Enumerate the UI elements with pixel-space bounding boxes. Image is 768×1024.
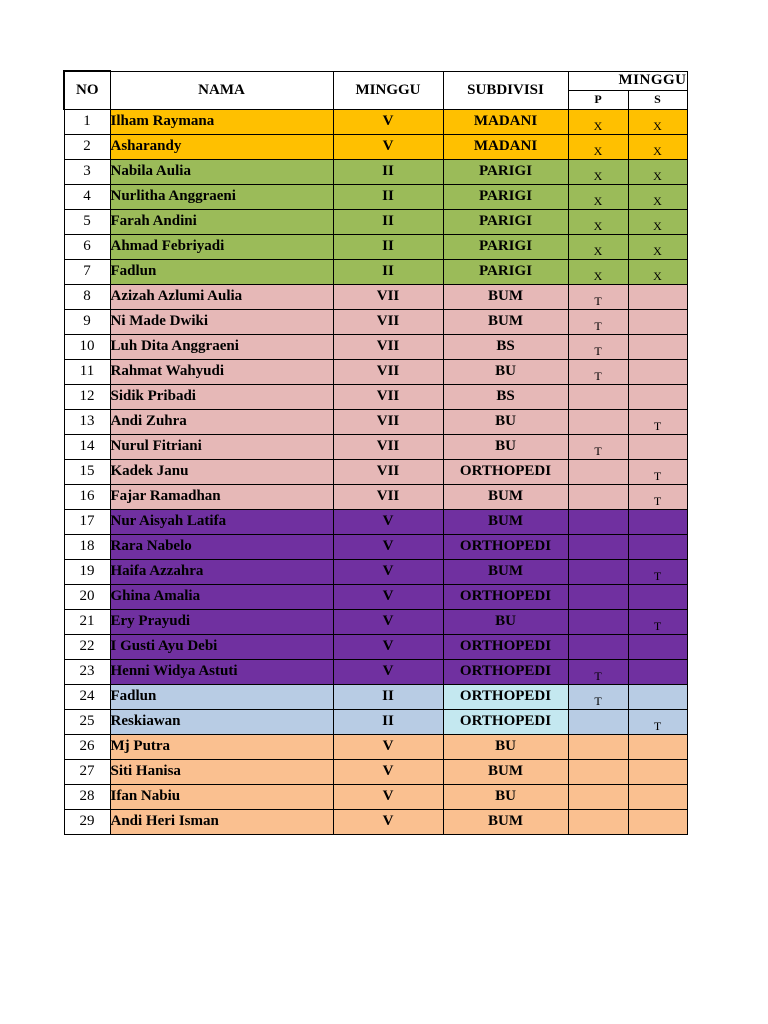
row-nama: Ery Prayudi: [110, 609, 333, 634]
row-s: [628, 434, 687, 459]
row-no: 23: [64, 659, 110, 684]
row-no: 26: [64, 734, 110, 759]
row-subdivisi: ORTHOPEDI: [443, 584, 568, 609]
row-minggu: V: [333, 109, 443, 134]
row-no: 18: [64, 534, 110, 559]
row-nama: Asharandy: [110, 134, 333, 159]
row-p: [568, 709, 628, 734]
row-minggu: V: [333, 134, 443, 159]
row-s: X: [628, 184, 687, 209]
row-nama: Luh Dita Anggraeni: [110, 334, 333, 359]
table-row: [64, 684, 687, 709]
row-p: X: [568, 234, 628, 259]
table-row: [64, 559, 687, 584]
row-no: 21: [64, 609, 110, 634]
row-p: [568, 409, 628, 434]
row-minggu: V: [333, 759, 443, 784]
row-s: [628, 809, 687, 834]
row-s: X: [628, 259, 687, 284]
row-p: [568, 784, 628, 809]
row-s: T: [628, 559, 687, 584]
row-subdivisi: BU: [443, 734, 568, 759]
table-row: [64, 359, 687, 384]
row-no: 14: [64, 434, 110, 459]
row-minggu: V: [333, 609, 443, 634]
row-s: [628, 759, 687, 784]
row-nama: Ahmad Febriyadi: [110, 234, 333, 259]
row-p: [568, 734, 628, 759]
row-s: [628, 734, 687, 759]
row-subdivisi: MADANI: [443, 109, 568, 134]
row-nama: Haifa Azzahra: [110, 559, 333, 584]
row-subdivisi: PARIGI: [443, 159, 568, 184]
row-no: 1: [64, 109, 110, 134]
table-row: [64, 759, 687, 784]
row-s: [628, 634, 687, 659]
table-row: [64, 409, 687, 434]
row-minggu: VII: [333, 384, 443, 409]
row-minggu: II: [333, 709, 443, 734]
row-subdivisi: ORTHOPEDI: [443, 659, 568, 684]
row-no: 19: [64, 559, 110, 584]
row-p: T: [568, 434, 628, 459]
table-row: [64, 234, 687, 259]
row-p: [568, 559, 628, 584]
header-minggu: MINGGU: [333, 71, 443, 109]
row-no: 3: [64, 159, 110, 184]
row-nama: Nabila Aulia: [110, 159, 333, 184]
table-row: [64, 209, 687, 234]
row-subdivisi: ORTHOPEDI: [443, 459, 568, 484]
row-nama: Ni Made Dwiki: [110, 309, 333, 334]
row-s: X: [628, 159, 687, 184]
header-s: S: [628, 90, 687, 109]
schedule-table: [63, 70, 688, 835]
row-no: 9: [64, 309, 110, 334]
row-nama: Fadlun: [110, 684, 333, 709]
row-s: [628, 784, 687, 809]
row-nama: Rara Nabelo: [110, 534, 333, 559]
header-no: NO: [64, 71, 110, 109]
row-p: X: [568, 159, 628, 184]
row-nama: Siti Hanisa: [110, 759, 333, 784]
row-minggu: II: [333, 684, 443, 709]
row-s: X: [628, 109, 687, 134]
row-p: [568, 584, 628, 609]
row-subdivisi: BUM: [443, 484, 568, 509]
row-minggu: VII: [333, 359, 443, 384]
row-no: 25: [64, 709, 110, 734]
row-no: 17: [64, 509, 110, 534]
row-p: X: [568, 134, 628, 159]
header-nama: NAMA: [110, 71, 333, 109]
row-nama: Fadlun: [110, 259, 333, 284]
table-row: [64, 509, 687, 534]
table-row: [64, 784, 687, 809]
table-row: [64, 309, 687, 334]
row-p: T: [568, 284, 628, 309]
table-row: [64, 134, 687, 159]
row-nama: Azizah Azlumi Aulia: [110, 284, 333, 309]
row-no: 20: [64, 584, 110, 609]
row-p: X: [568, 209, 628, 234]
row-subdivisi: BUM: [443, 509, 568, 534]
row-minggu: V: [333, 809, 443, 834]
table-row: [64, 109, 687, 134]
row-p: [568, 484, 628, 509]
row-subdivisi: BU: [443, 409, 568, 434]
row-minggu: V: [333, 734, 443, 759]
row-subdivisi: BUM: [443, 284, 568, 309]
row-s: [628, 684, 687, 709]
table-row: [64, 434, 687, 459]
row-no: 29: [64, 809, 110, 834]
row-minggu: V: [333, 634, 443, 659]
row-no: 15: [64, 459, 110, 484]
row-minggu: VII: [333, 459, 443, 484]
row-subdivisi: BU: [443, 434, 568, 459]
row-no: 22: [64, 634, 110, 659]
table-row: [64, 609, 687, 634]
row-no: 10: [64, 334, 110, 359]
row-nama: Fajar Ramadhan: [110, 484, 333, 509]
row-no: 12: [64, 384, 110, 409]
row-minggu: VII: [333, 434, 443, 459]
row-p: X: [568, 109, 628, 134]
row-nama: Andi Heri Isman: [110, 809, 333, 834]
row-s: X: [628, 209, 687, 234]
row-minggu: V: [333, 784, 443, 809]
row-subdivisi: ORTHOPEDI: [443, 534, 568, 559]
row-s: [628, 359, 687, 384]
row-subdivisi: PARIGI: [443, 234, 568, 259]
row-subdivisi: ORTHOPEDI: [443, 634, 568, 659]
row-no: 5: [64, 209, 110, 234]
row-minggu: VII: [333, 309, 443, 334]
row-p: [568, 384, 628, 409]
row-no: 16: [64, 484, 110, 509]
row-subdivisi: BU: [443, 609, 568, 634]
table-row: [64, 334, 687, 359]
row-subdivisi: PARIGI: [443, 184, 568, 209]
header-p: P: [568, 90, 628, 109]
row-p: [568, 509, 628, 534]
row-subdivisi: BU: [443, 784, 568, 809]
row-nama: Nurlitha Anggraeni: [110, 184, 333, 209]
row-subdivisi: ORTHOPEDI: [443, 684, 568, 709]
row-subdivisi: BUM: [443, 309, 568, 334]
row-minggu: II: [333, 184, 443, 209]
row-nama: Andi Zuhra: [110, 409, 333, 434]
row-p: T: [568, 659, 628, 684]
row-subdivisi: BUM: [443, 809, 568, 834]
row-no: 6: [64, 234, 110, 259]
row-no: 11: [64, 359, 110, 384]
row-p: [568, 759, 628, 784]
row-s: X: [628, 234, 687, 259]
table-row: [64, 184, 687, 209]
table-row: [64, 534, 687, 559]
row-s: [628, 584, 687, 609]
row-subdivisi: BUM: [443, 759, 568, 784]
table-row: [64, 284, 687, 309]
row-minggu: VII: [333, 409, 443, 434]
row-subdivisi: PARIGI: [443, 209, 568, 234]
row-s: T: [628, 609, 687, 634]
row-s: [628, 384, 687, 409]
row-minggu: V: [333, 534, 443, 559]
row-subdivisi: PARIGI: [443, 259, 568, 284]
row-p: T: [568, 334, 628, 359]
row-minggu: V: [333, 509, 443, 534]
table-row: [64, 584, 687, 609]
row-no: 4: [64, 184, 110, 209]
row-s: [628, 334, 687, 359]
row-no: 28: [64, 784, 110, 809]
table-row: [64, 634, 687, 659]
row-s: T: [628, 409, 687, 434]
row-minggu: V: [333, 584, 443, 609]
table-row: [64, 384, 687, 409]
row-subdivisi: BUM: [443, 559, 568, 584]
table-body: [64, 109, 687, 834]
row-p: T: [568, 359, 628, 384]
row-minggu: II: [333, 159, 443, 184]
table-row: [64, 484, 687, 509]
row-no: 13: [64, 409, 110, 434]
row-no: 24: [64, 684, 110, 709]
row-nama: Rahmat Wahyudi: [110, 359, 333, 384]
table-row: [64, 734, 687, 759]
row-no: 27: [64, 759, 110, 784]
row-p: X: [568, 184, 628, 209]
table-row: [64, 259, 687, 284]
row-nama: Sidik Pribadi: [110, 384, 333, 409]
row-p: X: [568, 259, 628, 284]
header-subdivisi: SUBDIVISI: [443, 71, 568, 109]
row-p: [568, 534, 628, 559]
table-row: [64, 809, 687, 834]
row-p: [568, 809, 628, 834]
row-nama: Ghina Amalia: [110, 584, 333, 609]
row-nama: Ilham Raymana: [110, 109, 333, 134]
row-no: 7: [64, 259, 110, 284]
row-s: [628, 309, 687, 334]
row-s: X: [628, 134, 687, 159]
row-s: T: [628, 484, 687, 509]
row-nama: Nurul Fitriani: [110, 434, 333, 459]
row-no: 8: [64, 284, 110, 309]
row-nama: Ifan Nabiu: [110, 784, 333, 809]
table-row: [64, 159, 687, 184]
row-s: [628, 284, 687, 309]
row-subdivisi: BS: [443, 384, 568, 409]
table-row: [64, 459, 687, 484]
row-minggu: V: [333, 659, 443, 684]
row-p: [568, 459, 628, 484]
row-s: [628, 534, 687, 559]
row-nama: I Gusti Ayu Debi: [110, 634, 333, 659]
row-nama: Nur Aisyah Latifa: [110, 509, 333, 534]
row-p: T: [568, 684, 628, 709]
row-subdivisi: MADANI: [443, 134, 568, 159]
row-nama: Mj Putra: [110, 734, 333, 759]
row-minggu: II: [333, 209, 443, 234]
row-p: [568, 634, 628, 659]
header-minggu-group: MINGGU: [568, 71, 687, 90]
row-s: T: [628, 459, 687, 484]
row-p: [568, 609, 628, 634]
row-s: [628, 509, 687, 534]
row-no: 2: [64, 134, 110, 159]
row-s: [628, 659, 687, 684]
table-row: [64, 659, 687, 684]
row-minggu: II: [333, 234, 443, 259]
row-subdivisi: ORTHOPEDI: [443, 709, 568, 734]
row-minggu: V: [333, 559, 443, 584]
row-nama: Farah Andini: [110, 209, 333, 234]
row-nama: Reskiawan: [110, 709, 333, 734]
row-minggu: VII: [333, 284, 443, 309]
row-nama: Kadek Janu: [110, 459, 333, 484]
row-s: T: [628, 709, 687, 734]
row-minggu: VII: [333, 334, 443, 359]
row-subdivisi: BS: [443, 334, 568, 359]
row-minggu: II: [333, 259, 443, 284]
row-p: T: [568, 309, 628, 334]
row-minggu: VII: [333, 484, 443, 509]
row-nama: Henni Widya Astuti: [110, 659, 333, 684]
row-subdivisi: BU: [443, 359, 568, 384]
table-row: [64, 709, 687, 734]
